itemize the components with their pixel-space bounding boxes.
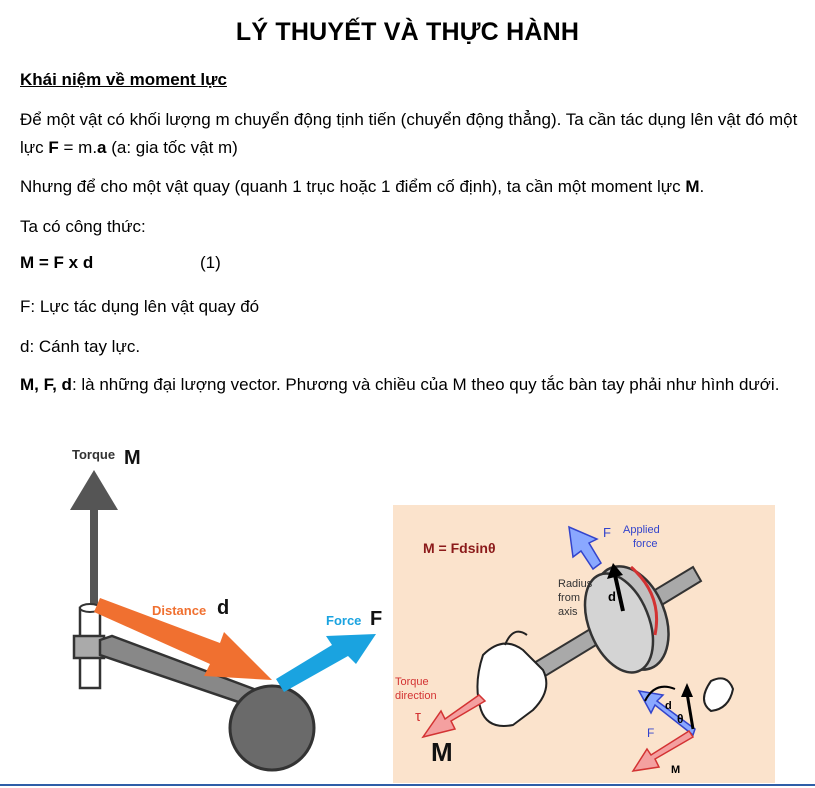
inset-m-symbol: M <box>671 764 681 776</box>
p2-text-2: . <box>699 177 705 196</box>
torque-direction-label-2: direction <box>395 690 437 702</box>
radius-label-1: Radius <box>558 578 593 590</box>
paragraph-rotation <box>20 173 800 201</box>
p1-bold-f: F <box>48 138 59 157</box>
paragraph-d-definition: d: Cánh tay lực. <box>20 337 141 356</box>
big-m-symbol: M <box>431 737 453 767</box>
applied-force-label-2: force <box>633 538 658 550</box>
radius-label-3: axis <box>558 606 578 618</box>
p1-text-1: Để một vật có khối lượng m chuyển động tịnh tiến (chuyển động thẳng). Ta cần tác dụng lên vật đó một lực <box>20 110 798 157</box>
radius-symbol: d <box>608 589 616 604</box>
p2-bold-m: M <box>685 177 700 196</box>
torque-symbol: M <box>124 447 141 469</box>
p6-bold-mfd: M, F, d <box>20 375 72 394</box>
paragraph-formula-intro: Ta có công thức: <box>20 217 146 236</box>
tau-symbol: τ <box>415 708 421 725</box>
torque-formula: M = Fdsinθ <box>423 540 496 556</box>
paragraph-vectors <box>20 371 800 399</box>
torque-arrow-head <box>70 470 118 510</box>
torque-label: Torque <box>72 447 116 462</box>
page-bottom-rule <box>0 784 815 786</box>
p1-bold-a: a <box>97 138 107 157</box>
inset-theta-symbol: θ <box>677 712 684 726</box>
section-heading: Khái niệm về moment lực <box>20 70 227 89</box>
distance-symbol: d <box>217 597 230 619</box>
p2-text-1: Nhưng để cho một vật quay (quanh 1 trục hoặc 1 điểm cố định), ta cần một moment lực <box>20 177 686 196</box>
paragraph-f-definition: F: Lực tác dụng lên vật quay đó <box>20 297 260 316</box>
torque-wrench-diagram <box>0 440 390 785</box>
right-hand-rule-diagram <box>393 505 775 783</box>
distance-label: Distance <box>152 603 207 618</box>
torque-arrow-shaft <box>90 510 98 610</box>
applied-force-symbol: F <box>603 525 611 540</box>
torque-direction-label-1: Torque <box>395 676 429 688</box>
force-arrow <box>276 634 376 692</box>
formula-expression: M = F x d <box>20 253 94 272</box>
inset-f-symbol: F <box>647 726 655 740</box>
p1-text-2: = m. <box>58 138 98 157</box>
radius-label-2: from <box>558 592 580 604</box>
inset-d-symbol: d <box>665 700 672 712</box>
force-symbol: F <box>370 608 383 630</box>
formula-number: (1) <box>200 253 221 272</box>
p1-text-3: (a: gia tốc vật m) <box>106 138 238 157</box>
wrench-weight <box>230 686 314 770</box>
force-label: Force <box>326 613 362 628</box>
document-title: LÝ THUYẾT VÀ THỰC HÀNH <box>235 18 580 46</box>
paragraph-translation <box>20 106 800 162</box>
p6-text-1: : là những đại lượng vector. Phương và chiều của M theo quy tắc bàn tay phải như hình dưới. <box>71 375 780 394</box>
applied-force-label-1: Applied <box>623 524 660 536</box>
